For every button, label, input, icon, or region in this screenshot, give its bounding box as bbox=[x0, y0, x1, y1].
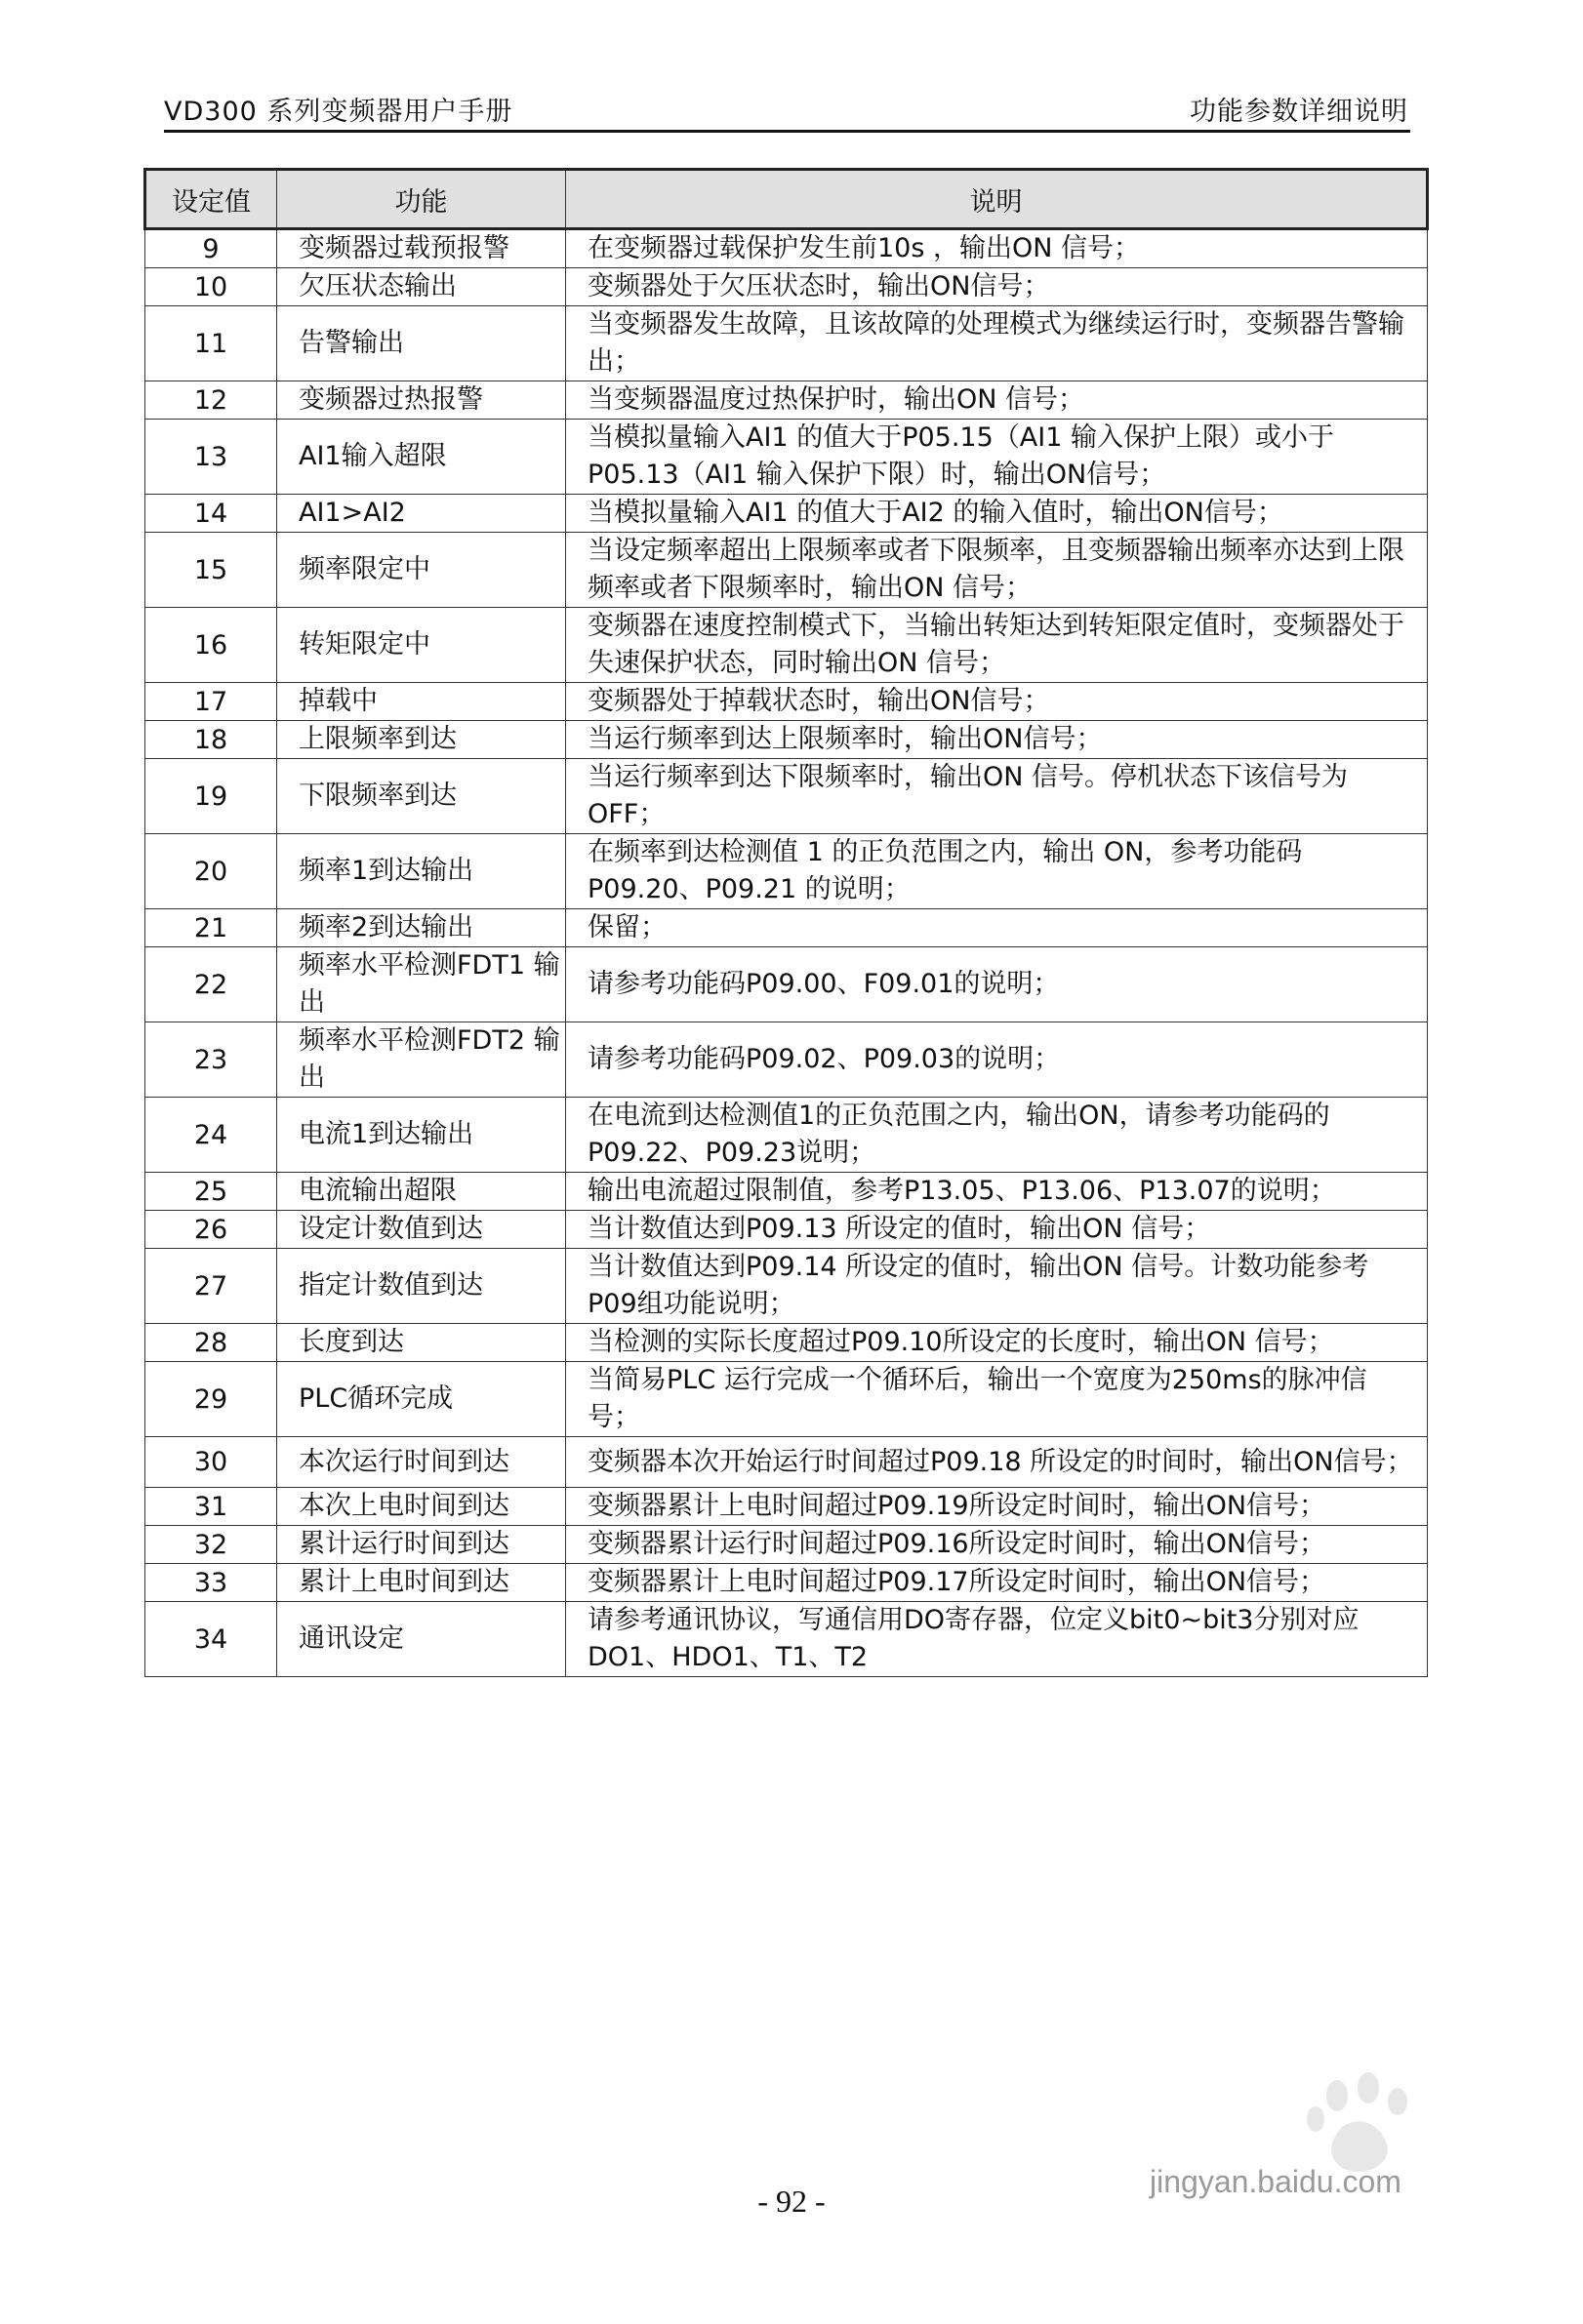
row-function: PLC循环完成 bbox=[277, 1362, 566, 1437]
row-value: 27 bbox=[145, 1249, 277, 1324]
row-function: 长度到达 bbox=[277, 1324, 566, 1362]
table-row bbox=[145, 1488, 1428, 1526]
row-function: 变频器过热报警 bbox=[277, 381, 566, 420]
row-function: 频率限定中 bbox=[277, 533, 566, 608]
row-description: 在频率到达检测值 1 的正负范围之内，输出 ON，参考功能码P09.20、P09.21 的说明； bbox=[566, 834, 1428, 909]
table-row bbox=[145, 834, 1428, 909]
section-title: 功能参数详细说明 bbox=[1190, 97, 1408, 127]
table-row bbox=[145, 721, 1428, 759]
row-function: 累计上电时间到达 bbox=[277, 1564, 566, 1602]
parameter-table bbox=[143, 168, 1429, 1677]
row-value: 28 bbox=[145, 1324, 277, 1362]
row-value: 19 bbox=[145, 759, 277, 834]
row-function: 上限频率到达 bbox=[277, 721, 566, 759]
row-description: 当计数值达到P09.13 所设定的值时，输出ON 信号； bbox=[566, 1211, 1428, 1249]
table-row bbox=[145, 533, 1428, 608]
table-row bbox=[145, 1324, 1428, 1362]
row-value: 26 bbox=[145, 1211, 277, 1249]
row-description: 变频器处于欠压状态时，输出ON信号； bbox=[566, 268, 1428, 306]
table-row bbox=[145, 1602, 1428, 1677]
table-row bbox=[145, 759, 1428, 834]
row-description: 当运行频率到达下限频率时，输出ON 信号。停机状态下该信号为OFF； bbox=[566, 759, 1428, 834]
row-value: 14 bbox=[145, 495, 277, 533]
row-description: 输出电流超过限制值，参考P13.05、P13.06、P13.07的说明； bbox=[566, 1173, 1428, 1211]
row-value: 16 bbox=[145, 608, 277, 683]
table-row bbox=[145, 1437, 1428, 1488]
row-value: 12 bbox=[145, 381, 277, 420]
row-function: 累计运行时间到达 bbox=[277, 1526, 566, 1564]
row-value: 34 bbox=[145, 1602, 277, 1677]
table-row bbox=[145, 229, 1428, 268]
row-value: 17 bbox=[145, 683, 277, 721]
row-function: 转矩限定中 bbox=[277, 608, 566, 683]
row-value: 18 bbox=[145, 721, 277, 759]
header-rule bbox=[164, 130, 1410, 133]
row-description: 在变频器过载保护发生前10s ，输出ON 信号； bbox=[566, 229, 1428, 268]
row-value: 10 bbox=[145, 268, 277, 306]
row-function: 设定计数值到达 bbox=[277, 1211, 566, 1249]
row-function: 电流1到达输出 bbox=[277, 1098, 566, 1173]
row-function: AI1输入超限 bbox=[277, 420, 566, 495]
row-value: 29 bbox=[145, 1362, 277, 1437]
row-description: 变频器累计运行时间超过P09.16所设定时间时，输出ON信号； bbox=[566, 1526, 1428, 1564]
row-description: 变频器本次开始运行时间超过P09.18 所设定的时间时，输出ON信号； bbox=[566, 1437, 1428, 1488]
row-value: 22 bbox=[145, 947, 277, 1022]
row-function: 频率1到达输出 bbox=[277, 834, 566, 909]
row-description: 请参考通讯协议，写通信用DO寄存器，位定义bit0~bit3分别对应DO1、HDO1、T1、T2 bbox=[566, 1602, 1428, 1677]
row-function: 频率2到达输出 bbox=[277, 909, 566, 947]
table-row bbox=[145, 947, 1428, 1022]
row-value: 30 bbox=[145, 1437, 277, 1488]
table-header-row bbox=[145, 170, 1428, 229]
table-row bbox=[145, 1022, 1428, 1098]
table-row bbox=[145, 1098, 1428, 1173]
row-function: 本次运行时间到达 bbox=[277, 1437, 566, 1488]
table-row bbox=[145, 381, 1428, 420]
row-description: 保留； bbox=[566, 909, 1428, 947]
row-function: 频率水平检测FDT2 输出 bbox=[277, 1022, 566, 1098]
row-description: 当模拟量输入AI1 的值大于P05.15（AI1 输入保护上限）或小于P05.13（AI1 输入保护下限）时，输出ON信号； bbox=[566, 420, 1428, 495]
row-function: AI1>AI2 bbox=[277, 495, 566, 533]
table-row bbox=[145, 1362, 1428, 1437]
row-description: 变频器累计上电时间超过P09.17所设定时间时，输出ON信号； bbox=[566, 1564, 1428, 1602]
page-header bbox=[164, 90, 1408, 129]
row-function: 电流输出超限 bbox=[277, 1173, 566, 1211]
row-value: 23 bbox=[145, 1022, 277, 1098]
table-row bbox=[145, 909, 1428, 947]
row-description: 当检测的实际长度超过P09.10所设定的长度时，输出ON 信号； bbox=[566, 1324, 1428, 1362]
row-value: 31 bbox=[145, 1488, 277, 1526]
table-row bbox=[145, 1564, 1428, 1602]
row-function: 本次上电时间到达 bbox=[277, 1488, 566, 1526]
row-value: 24 bbox=[145, 1098, 277, 1173]
table-row bbox=[145, 608, 1428, 683]
row-function: 通讯设定 bbox=[277, 1602, 566, 1677]
row-value: 11 bbox=[145, 306, 277, 381]
row-value: 21 bbox=[145, 909, 277, 947]
page-number: - 92 - bbox=[757, 2184, 826, 2219]
row-description: 当简易PLC 运行完成一个循环后，输出一个宽度为250ms的脉冲信号； bbox=[566, 1362, 1428, 1437]
table-row bbox=[145, 268, 1428, 306]
row-value: 32 bbox=[145, 1526, 277, 1564]
header-value: 设定值 bbox=[145, 170, 277, 229]
row-function: 告警输出 bbox=[277, 306, 566, 381]
table-row bbox=[145, 306, 1428, 381]
row-value: 20 bbox=[145, 834, 277, 909]
header-function: 功能 bbox=[277, 170, 566, 229]
table-row bbox=[145, 683, 1428, 721]
table-row bbox=[145, 495, 1428, 533]
row-function: 掉载中 bbox=[277, 683, 566, 721]
row-value: 15 bbox=[145, 533, 277, 608]
row-description: 变频器累计上电时间超过P09.19所设定时间时，输出ON信号； bbox=[566, 1488, 1428, 1526]
row-description: 请参考功能码P09.00、F09.01的说明； bbox=[566, 947, 1428, 1022]
row-description: 当设定频率超出上限频率或者下限频率，且变频器输出频率亦达到上限频率或者下限频率时，输出ON 信号； bbox=[566, 533, 1428, 608]
row-description: 在电流到达检测值1的正负范围之内，输出ON，请参考功能码的P09.22、P09.23说明； bbox=[566, 1098, 1428, 1173]
table-row bbox=[145, 1173, 1428, 1211]
row-function: 频率水平检测FDT1 输出 bbox=[277, 947, 566, 1022]
row-description: 当变频器发生故障，且该故障的处理模式为继续运行时，变频器告警输出； bbox=[566, 306, 1428, 381]
table-row bbox=[145, 1249, 1428, 1324]
row-function: 指定计数值到达 bbox=[277, 1249, 566, 1324]
table-row bbox=[145, 420, 1428, 495]
row-description: 当运行频率到达上限频率时，输出ON信号； bbox=[566, 721, 1428, 759]
manual-title: VD300 系列变频器用户手册 bbox=[164, 97, 513, 127]
row-function: 欠压状态输出 bbox=[277, 268, 566, 306]
row-function: 变频器过载预报警 bbox=[277, 229, 566, 268]
watermark-url: jingyan.baidu.com bbox=[1150, 2164, 1401, 2199]
row-description: 当模拟量输入AI1 的值大于AI2 的输入值时，输出ON信号； bbox=[566, 495, 1428, 533]
row-value: 33 bbox=[145, 1564, 277, 1602]
row-description: 请参考功能码P09.02、P09.03的说明； bbox=[566, 1022, 1428, 1098]
row-description: 当变频器温度过热保护时，输出ON 信号； bbox=[566, 381, 1428, 420]
row-function: 下限频率到达 bbox=[277, 759, 566, 834]
row-value: 25 bbox=[145, 1173, 277, 1211]
row-description: 变频器处于掉载状态时，输出ON信号； bbox=[566, 683, 1428, 721]
row-value: 13 bbox=[145, 420, 277, 495]
table-row bbox=[145, 1211, 1428, 1249]
header-description: 说明 bbox=[566, 170, 1428, 229]
table-row bbox=[145, 1526, 1428, 1564]
row-description: 变频器在速度控制模式下，当输出转矩达到转矩限定值时，变频器处于失速保护状态，同时输出ON 信号； bbox=[566, 608, 1428, 683]
row-description: 当计数值达到P09.14 所设定的值时，输出ON 信号。计数功能参考P09组功能说明； bbox=[566, 1249, 1428, 1324]
row-value: 9 bbox=[145, 229, 277, 268]
